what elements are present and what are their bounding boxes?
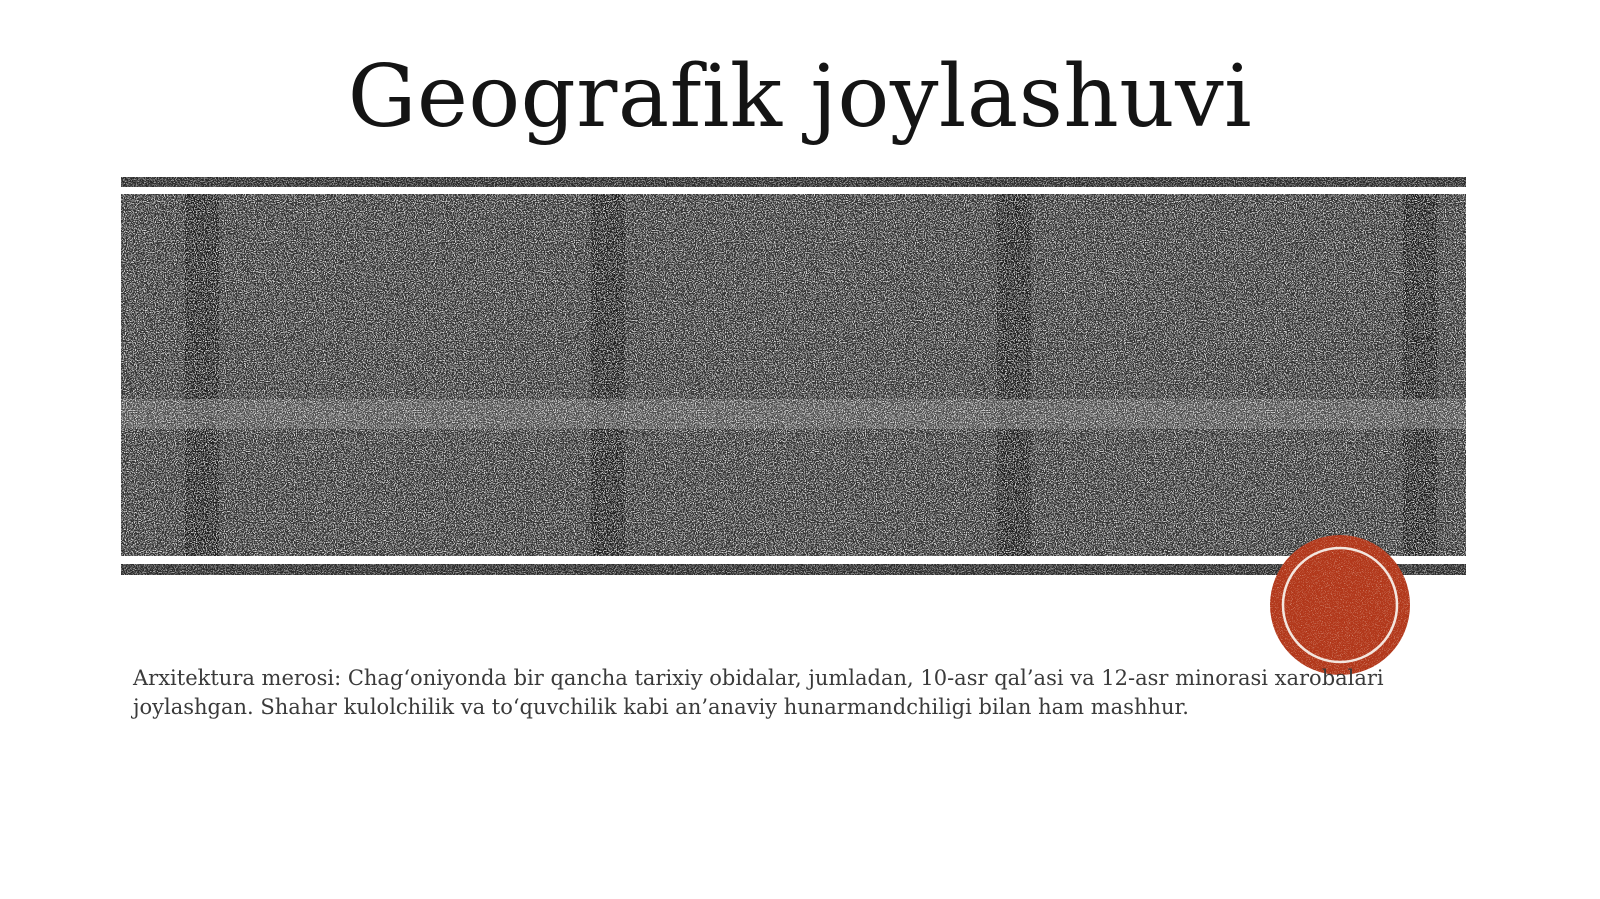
body-paragraph: Arxitektura merosi: Chag‘oniyonda bir qancha tarixiy obidalar, jumladan, 10-asr qal’asi va 12-asr minorasi xarobalari joylashgan. Shahar kulolchilik va to‘quvchilik kabi an’anaviy hunarmandchiligi bilan ham mashhur. bbox=[133, 666, 1384, 719]
decorative-circle-badge bbox=[1268, 533, 1412, 677]
slide-title: Geografik joylashuvi bbox=[347, 47, 1253, 147]
decorative-circle-graphic bbox=[1268, 533, 1412, 677]
texture-banner-graphic bbox=[121, 177, 1466, 575]
texture-banner bbox=[121, 177, 1466, 575]
